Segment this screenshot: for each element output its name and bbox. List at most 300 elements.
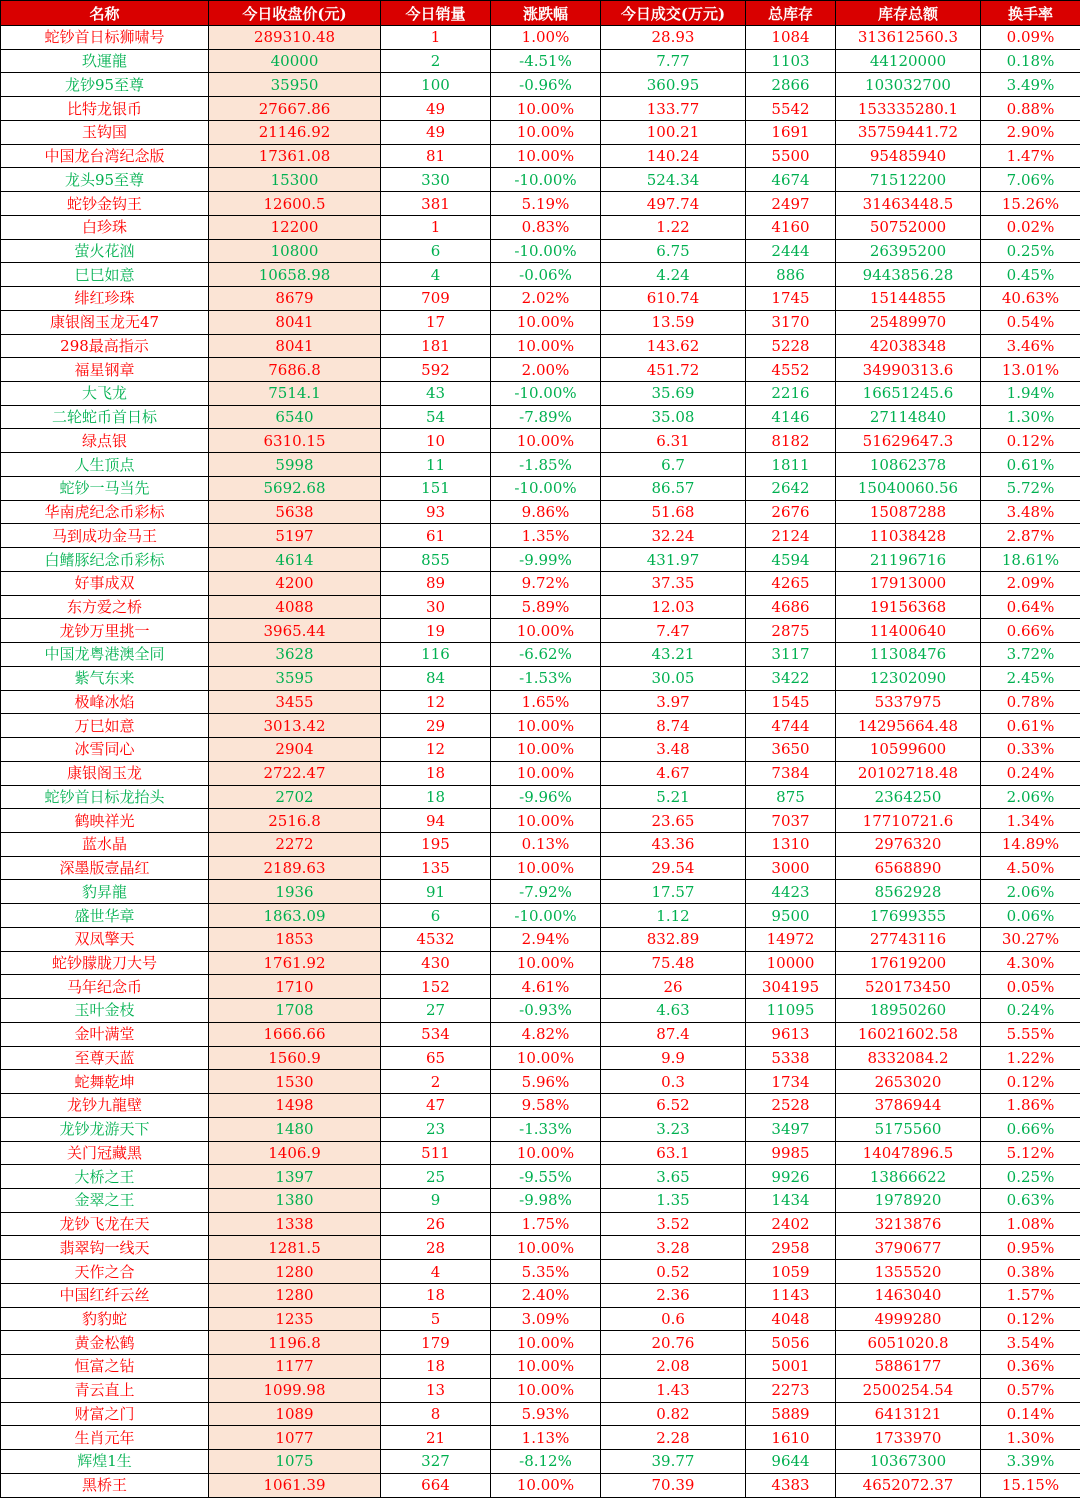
cell-stock-value: 3786944 <box>836 1094 981 1118</box>
cell-name: 天作之合 <box>1 1260 209 1284</box>
cell-turnover: 17.57 <box>601 880 746 904</box>
cell-turnover-rate: 0.05% <box>981 975 1080 999</box>
cell-name: 盛世华章 <box>1 904 209 928</box>
cell-change: 10.00% <box>491 1473 601 1497</box>
cell-name: 生肖元年 <box>1 1426 209 1450</box>
cell-close-price: 10800 <box>209 239 381 263</box>
cell-stock-value: 44120000 <box>836 49 981 73</box>
cell-stock-value: 15087288 <box>836 500 981 524</box>
cell-turnover-rate: 0.06% <box>981 904 1080 928</box>
cell-volume: 4 <box>381 263 491 287</box>
cell-turnover-rate: 40.63% <box>981 287 1080 311</box>
cell-change: 9.58% <box>491 1094 601 1118</box>
cell-volume: 8 <box>381 1402 491 1426</box>
cell-stock: 4423 <box>746 880 836 904</box>
cell-turnover: 43.21 <box>601 643 746 667</box>
cell-close-price: 6540 <box>209 405 381 429</box>
cell-stock: 1143 <box>746 1283 836 1307</box>
cell-stock-value: 5175560 <box>836 1117 981 1141</box>
cell-volume: 81 <box>381 144 491 168</box>
cell-stock-value: 35759441.72 <box>836 120 981 144</box>
cell-close-price: 3595 <box>209 666 381 690</box>
cell-stock: 5889 <box>746 1402 836 1426</box>
cell-name: 紫气东来 <box>1 666 209 690</box>
cell-turnover: 7.77 <box>601 49 746 73</box>
cell-turnover-rate: 0.12% <box>981 429 1080 453</box>
col-header-close-price: 今日收盘价(元) <box>209 1 381 26</box>
cell-volume: 17 <box>381 310 491 334</box>
cell-stock-value: 17913000 <box>836 571 981 595</box>
cell-turnover-rate: 0.25% <box>981 239 1080 263</box>
cell-stock-value: 520173450 <box>836 975 981 999</box>
cell-volume: 327 <box>381 1450 491 1474</box>
cell-turnover-rate: 4.30% <box>981 951 1080 975</box>
cell-turnover: 610.74 <box>601 287 746 311</box>
cell-turnover: 70.39 <box>601 1473 746 1497</box>
cell-volume: 511 <box>381 1141 491 1165</box>
table-row <box>1 1355 1080 1379</box>
cell-turnover: 6.7 <box>601 453 746 477</box>
cell-change: -10.00% <box>491 382 601 406</box>
cell-volume: 13 <box>381 1378 491 1402</box>
cell-stock: 1310 <box>746 832 836 856</box>
cell-name: 康银阁玉龙无47 <box>1 310 209 334</box>
table-row <box>1 192 1080 216</box>
cell-stock: 3650 <box>746 738 836 762</box>
cell-turnover-rate: 0.61% <box>981 714 1080 738</box>
cell-stock-value: 13866622 <box>836 1165 981 1189</box>
cell-volume: 12 <box>381 690 491 714</box>
cell-turnover-rate: 1.34% <box>981 809 1080 833</box>
cell-turnover: 360.95 <box>601 73 746 97</box>
cell-change: 10.00% <box>491 619 601 643</box>
cell-turnover-rate: 0.12% <box>981 1070 1080 1094</box>
cell-close-price: 1075 <box>209 1450 381 1474</box>
cell-name: 龙钞九龍壁 <box>1 1094 209 1118</box>
cell-stock: 1811 <box>746 453 836 477</box>
cell-turnover: 7.47 <box>601 619 746 643</box>
cell-turnover: 28.93 <box>601 26 746 50</box>
cell-change: 10.00% <box>491 120 601 144</box>
cell-change: 10.00% <box>491 334 601 358</box>
cell-close-price: 4088 <box>209 595 381 619</box>
cell-stock-value: 2364250 <box>836 785 981 809</box>
cell-change: 10.00% <box>491 738 601 762</box>
cell-turnover: 23.65 <box>601 809 746 833</box>
table-row <box>1 1046 1080 1070</box>
cell-turnover: 100.21 <box>601 120 746 144</box>
cell-name: 马到成功金马王 <box>1 524 209 548</box>
cell-turnover-rate: 0.63% <box>981 1188 1080 1212</box>
table-row <box>1 1117 1080 1141</box>
cell-turnover-rate: 1.47% <box>981 144 1080 168</box>
cell-name: 金叶满堂 <box>1 1022 209 1046</box>
cell-volume: 18 <box>381 1283 491 1307</box>
cell-volume: 381 <box>381 192 491 216</box>
cell-volume: 49 <box>381 120 491 144</box>
cell-change: 10.00% <box>491 144 601 168</box>
cell-name: 298最高指示 <box>1 334 209 358</box>
cell-volume: 181 <box>381 334 491 358</box>
cell-turnover-rate: 3.54% <box>981 1331 1080 1355</box>
cell-stock: 4552 <box>746 358 836 382</box>
cell-stock: 2497 <box>746 192 836 216</box>
cell-stock: 2216 <box>746 382 836 406</box>
cell-stock-value: 8562928 <box>836 880 981 904</box>
cell-change: 0.13% <box>491 832 601 856</box>
cell-close-price: 4200 <box>209 571 381 595</box>
cell-volume: 10 <box>381 429 491 453</box>
cell-stock-value: 3213876 <box>836 1212 981 1236</box>
cell-stock: 3497 <box>746 1117 836 1141</box>
cell-volume: 855 <box>381 548 491 572</box>
cell-turnover: 0.82 <box>601 1402 746 1426</box>
cell-change: 9.86% <box>491 500 601 524</box>
cell-turnover: 51.68 <box>601 500 746 524</box>
cell-volume: 93 <box>381 500 491 524</box>
cell-volume: 152 <box>381 975 491 999</box>
cell-turnover: 6.75 <box>601 239 746 263</box>
cell-turnover-rate: 0.25% <box>981 1165 1080 1189</box>
cell-close-price: 12600.5 <box>209 192 381 216</box>
cell-volume: 592 <box>381 358 491 382</box>
cell-turnover: 431.97 <box>601 548 746 572</box>
cell-stock: 2273 <box>746 1378 836 1402</box>
table-row <box>1 405 1080 429</box>
cell-name: 中国龙粤港澳全同 <box>1 643 209 667</box>
col-header-stock: 总库存 <box>746 1 836 26</box>
cell-change: -0.96% <box>491 73 601 97</box>
cell-turnover-rate: 15.15% <box>981 1473 1080 1497</box>
cell-close-price: 3013.42 <box>209 714 381 738</box>
cell-turnover-rate: 1.94% <box>981 382 1080 406</box>
cell-stock-value: 14295664.48 <box>836 714 981 738</box>
cell-turnover-rate: 2.45% <box>981 666 1080 690</box>
cell-change: 10.00% <box>491 1046 601 1070</box>
cell-name: 蛇钞金钩王 <box>1 192 209 216</box>
cell-stock-value: 1355520 <box>836 1260 981 1284</box>
cell-volume: 2 <box>381 49 491 73</box>
cell-volume: 430 <box>381 951 491 975</box>
col-header-stock-value: 库存总额 <box>836 1 981 26</box>
cell-turnover: 143.62 <box>601 334 746 358</box>
cell-stock: 4383 <box>746 1473 836 1497</box>
col-header-name: 名称 <box>1 1 209 26</box>
table-row <box>1 1402 1080 1426</box>
cell-volume: 116 <box>381 643 491 667</box>
cell-turnover: 39.77 <box>601 1450 746 1474</box>
cell-turnover: 9.9 <box>601 1046 746 1070</box>
header-row <box>1 1 1080 26</box>
cell-stock: 14972 <box>746 927 836 951</box>
cell-close-price: 7514.1 <box>209 382 381 406</box>
cell-change: 1.75% <box>491 1212 601 1236</box>
cell-stock-value: 5886177 <box>836 1355 981 1379</box>
cell-stock: 9926 <box>746 1165 836 1189</box>
cell-close-price: 5692.68 <box>209 476 381 500</box>
cell-volume: 4 <box>381 1260 491 1284</box>
cell-turnover: 4.24 <box>601 263 746 287</box>
table-row <box>1 1331 1080 1355</box>
cell-stock-value: 1978920 <box>836 1188 981 1212</box>
cell-close-price: 21146.92 <box>209 120 381 144</box>
table-row <box>1 429 1080 453</box>
cell-close-price: 1406.9 <box>209 1141 381 1165</box>
cell-turnover-rate: 0.18% <box>981 49 1080 73</box>
cell-close-price: 1280 <box>209 1283 381 1307</box>
cell-change: 3.09% <box>491 1307 601 1331</box>
cell-turnover-rate: 0.14% <box>981 1402 1080 1426</box>
cell-change: 10.00% <box>491 809 601 833</box>
table-row <box>1 1165 1080 1189</box>
cell-close-price: 7686.8 <box>209 358 381 382</box>
cell-turnover: 3.65 <box>601 1165 746 1189</box>
cell-turnover-rate: 2.90% <box>981 120 1080 144</box>
cell-stock: 2958 <box>746 1236 836 1260</box>
cell-stock: 4674 <box>746 168 836 192</box>
table-row <box>1 880 1080 904</box>
cell-turnover-rate: 0.09% <box>981 26 1080 50</box>
cell-turnover: 87.4 <box>601 1022 746 1046</box>
cell-stock-value: 9443856.28 <box>836 263 981 287</box>
cell-change: -8.12% <box>491 1450 601 1474</box>
table-row <box>1 595 1080 619</box>
cell-stock: 2866 <box>746 73 836 97</box>
cell-stock-value: 71512200 <box>836 168 981 192</box>
cell-turnover-rate: 0.24% <box>981 761 1080 785</box>
cell-stock-value: 6568890 <box>836 856 981 880</box>
cell-change: 5.35% <box>491 1260 601 1284</box>
table-row <box>1 809 1080 833</box>
cell-turnover: 12.03 <box>601 595 746 619</box>
table-row <box>1 358 1080 382</box>
cell-turnover-rate: 3.48% <box>981 500 1080 524</box>
cell-stock-value: 21196716 <box>836 548 981 572</box>
cell-volume: 135 <box>381 856 491 880</box>
cell-stock-value: 17619200 <box>836 951 981 975</box>
table-row <box>1 49 1080 73</box>
col-header-turnover: 今日成交(万元) <box>601 1 746 26</box>
cell-change: -1.53% <box>491 666 601 690</box>
cell-close-price: 5998 <box>209 453 381 477</box>
cell-close-price: 10658.98 <box>209 263 381 287</box>
cell-volume: 100 <box>381 73 491 97</box>
cell-turnover-rate: 1.30% <box>981 405 1080 429</box>
cell-turnover: 451.72 <box>601 358 746 382</box>
table-row <box>1 120 1080 144</box>
cell-turnover: 86.57 <box>601 476 746 500</box>
table-row <box>1 1307 1080 1331</box>
cell-turnover-rate: 0.12% <box>981 1307 1080 1331</box>
cell-stock-value: 6413121 <box>836 1402 981 1426</box>
table-row <box>1 690 1080 714</box>
table-row <box>1 1094 1080 1118</box>
table-row <box>1 1188 1080 1212</box>
cell-turnover-rate: 1.86% <box>981 1094 1080 1118</box>
cell-stock-value: 1463040 <box>836 1283 981 1307</box>
cell-change: 10.00% <box>491 429 601 453</box>
cell-volume: 18 <box>381 785 491 809</box>
cell-name: 龙钞95至尊 <box>1 73 209 97</box>
table-row <box>1 1236 1080 1260</box>
cell-change: -4.51% <box>491 49 601 73</box>
cell-change: 10.00% <box>491 856 601 880</box>
cell-close-price: 40000 <box>209 49 381 73</box>
cell-close-price: 8679 <box>209 287 381 311</box>
table-row <box>1 263 1080 287</box>
cell-stock-value: 27743116 <box>836 927 981 951</box>
cell-name: 中国红纤云丝 <box>1 1283 209 1307</box>
cell-name: 翡翠钩一线天 <box>1 1236 209 1260</box>
cell-name: 鹤映祥光 <box>1 809 209 833</box>
cell-stock: 5056 <box>746 1331 836 1355</box>
cell-change: 5.89% <box>491 595 601 619</box>
cell-turnover-rate: 1.30% <box>981 1426 1080 1450</box>
cell-name: 豹昇龍 <box>1 880 209 904</box>
cell-stock-value: 11308476 <box>836 643 981 667</box>
cell-stock-value: 42038348 <box>836 334 981 358</box>
cell-name: 黑桥王 <box>1 1473 209 1497</box>
cell-volume: 43 <box>381 382 491 406</box>
cell-name: 财富之门 <box>1 1402 209 1426</box>
cell-volume: 179 <box>381 1331 491 1355</box>
cell-close-price: 289310.48 <box>209 26 381 50</box>
cell-volume: 29 <box>381 714 491 738</box>
col-header-change: 涨跌幅 <box>491 1 601 26</box>
cell-volume: 534 <box>381 1022 491 1046</box>
cell-stock: 2528 <box>746 1094 836 1118</box>
cell-volume: 94 <box>381 809 491 833</box>
cell-turnover-rate: 0.02% <box>981 215 1080 239</box>
cell-change: 2.00% <box>491 358 601 382</box>
cell-volume: 2 <box>381 1070 491 1094</box>
cell-stock-value: 103032700 <box>836 73 981 97</box>
cell-stock: 304195 <box>746 975 836 999</box>
cell-close-price: 2516.8 <box>209 809 381 833</box>
cell-close-price: 5638 <box>209 500 381 524</box>
cell-change: -0.06% <box>491 263 601 287</box>
cell-name: 至尊天蓝 <box>1 1046 209 1070</box>
table-row <box>1 1141 1080 1165</box>
cell-turnover: 0.52 <box>601 1260 746 1284</box>
cell-volume: 65 <box>381 1046 491 1070</box>
cell-name: 绿点银 <box>1 429 209 453</box>
cell-turnover: 140.24 <box>601 144 746 168</box>
cell-stock-value: 15144855 <box>836 287 981 311</box>
cell-turnover-rate: 5.72% <box>981 476 1080 500</box>
cell-stock: 7384 <box>746 761 836 785</box>
cell-stock: 4160 <box>746 215 836 239</box>
cell-stock-value: 17699355 <box>836 904 981 928</box>
cell-volume: 12 <box>381 738 491 762</box>
cell-stock: 3000 <box>746 856 836 880</box>
cell-name: 大桥之王 <box>1 1165 209 1189</box>
cell-turnover-rate: 0.57% <box>981 1378 1080 1402</box>
cell-stock-value: 25489970 <box>836 310 981 334</box>
cell-name: 玉钩国 <box>1 120 209 144</box>
cell-close-price: 1338 <box>209 1212 381 1236</box>
cell-stock: 7037 <box>746 809 836 833</box>
cell-change: 5.93% <box>491 1402 601 1426</box>
cell-close-price: 3628 <box>209 643 381 667</box>
cell-turnover-rate: 13.01% <box>981 358 1080 382</box>
cell-turnover-rate: 0.38% <box>981 1260 1080 1284</box>
table-row <box>1 73 1080 97</box>
cell-volume: 709 <box>381 287 491 311</box>
cell-turnover: 8.74 <box>601 714 746 738</box>
cell-stock-value: 15040060.56 <box>836 476 981 500</box>
cell-change: 2.02% <box>491 287 601 311</box>
cell-turnover-rate: 2.06% <box>981 785 1080 809</box>
cell-close-price: 2702 <box>209 785 381 809</box>
cell-volume: 6 <box>381 239 491 263</box>
cell-volume: 91 <box>381 880 491 904</box>
cell-close-price: 3455 <box>209 690 381 714</box>
cell-close-price: 2722.47 <box>209 761 381 785</box>
cell-change: -10.00% <box>491 476 601 500</box>
cell-turnover-rate: 0.78% <box>981 690 1080 714</box>
cell-volume: 4532 <box>381 927 491 951</box>
cell-volume: 28 <box>381 1236 491 1260</box>
cell-stock: 1084 <box>746 26 836 50</box>
table-row <box>1 215 1080 239</box>
table-row <box>1 904 1080 928</box>
table-row <box>1 1378 1080 1402</box>
cell-volume: 6 <box>381 904 491 928</box>
table-row <box>1 738 1080 762</box>
cell-name: 辉煌1生 <box>1 1450 209 1474</box>
cell-change: 2.94% <box>491 927 601 951</box>
cell-stock-value: 16651245.6 <box>836 382 981 406</box>
cell-name: 白珍珠 <box>1 215 209 239</box>
cell-name: 东方爱之桥 <box>1 595 209 619</box>
cell-close-price: 5197 <box>209 524 381 548</box>
cell-volume: 9 <box>381 1188 491 1212</box>
cell-turnover-rate: 4.50% <box>981 856 1080 880</box>
cell-stock: 5338 <box>746 1046 836 1070</box>
cell-change: -6.62% <box>491 643 601 667</box>
cell-stock: 11095 <box>746 999 836 1023</box>
table-row <box>1 785 1080 809</box>
cell-turnover: 2.08 <box>601 1355 746 1379</box>
cell-stock: 1610 <box>746 1426 836 1450</box>
cell-name: 龙钞万里挑一 <box>1 619 209 643</box>
cell-turnover-rate: 0.66% <box>981 1117 1080 1141</box>
cell-turnover: 35.08 <box>601 405 746 429</box>
cell-volume: 1 <box>381 26 491 50</box>
cell-stock: 4686 <box>746 595 836 619</box>
cell-stock: 4594 <box>746 548 836 572</box>
cell-stock-value: 27114840 <box>836 405 981 429</box>
cell-turnover: 5.21 <box>601 785 746 809</box>
cell-turnover-rate: 0.36% <box>981 1355 1080 1379</box>
table-row <box>1 548 1080 572</box>
cell-name: 龙钞飞龙在天 <box>1 1212 209 1236</box>
cell-stock-value: 2976320 <box>836 832 981 856</box>
cell-close-price: 1380 <box>209 1188 381 1212</box>
cell-turnover: 4.63 <box>601 999 746 1023</box>
cell-close-price: 35950 <box>209 73 381 97</box>
cell-volume: 26 <box>381 1212 491 1236</box>
cell-turnover: 30.05 <box>601 666 746 690</box>
cell-turnover: 0.3 <box>601 1070 746 1094</box>
table-row <box>1 1212 1080 1236</box>
cell-close-price: 1235 <box>209 1307 381 1331</box>
cell-turnover: 13.59 <box>601 310 746 334</box>
cell-name: 龙头95至尊 <box>1 168 209 192</box>
cell-close-price: 3965.44 <box>209 619 381 643</box>
cell-close-price: 1196.8 <box>209 1331 381 1355</box>
